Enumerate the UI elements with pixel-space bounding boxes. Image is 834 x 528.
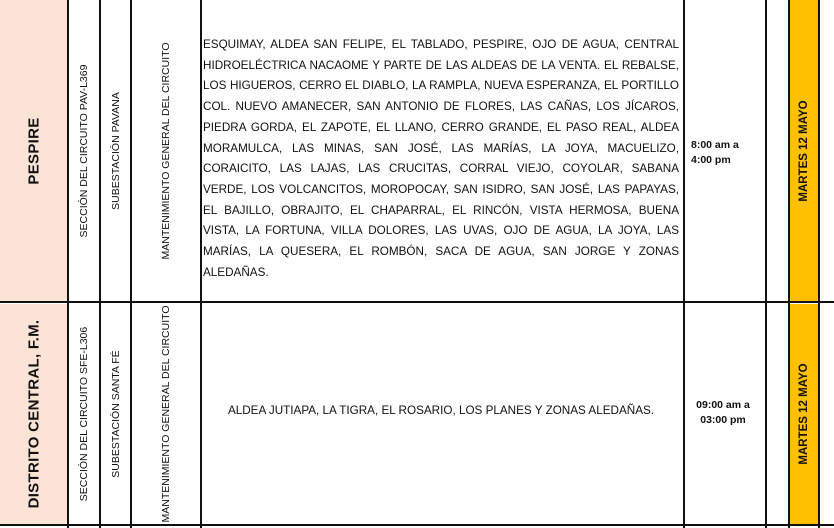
row2-municipality: DISTRITO CENTRAL, F.M. <box>25 319 42 509</box>
column-divider <box>67 0 69 528</box>
row1-date-cell <box>790 0 818 302</box>
row1-circuit-cell <box>69 0 99 302</box>
column-divider <box>765 0 767 528</box>
row2-work-cell <box>132 304 200 524</box>
row2-time <box>692 398 754 428</box>
row1-date: MARTES 12 MAYO <box>798 100 810 202</box>
row1-substation: SUBESTACIÓN PAVANA <box>109 92 122 210</box>
column-divider <box>788 0 790 528</box>
row2-time-start: 09:00 am a <box>696 399 750 411</box>
row2-date: MARTES 12 MAYO <box>798 363 810 465</box>
row1-areas: ESQUIMAY, ALDEA SAN FELIPE, EL TABLADO, PESPIRE, OJO DE AGUA, CENTRAL HIDROELÉCTRICA NACAOME Y PARTE DE LAS ALDEAS DE LA VENTA. EL REBALSE, LOS HIGUEROS, CERRO EL DIABLO, LA RAMPLA, NUEVA ESPERANZA, EL PORTILLO COL. NUEVO AMANECER, SAN ANTONIO DE FLORES, LAS CAÑAS, LOS JÍCAROS, PIEDRA GORDA, EL ZAPOTE, EL LLANO, CERRO GRANDE, EL PASO REAL, ALDEA MORAMULCA, LAS MINAS, SAN JOSÉ, LAS MARÍAS, LA JOYA, MACUELIZO, CORAICITO, LAS LAJAS, LAS CRUCITAS, CORRAL VIEJO, COYOLAR, SABANA VERDE, LOS VOLCANCITOS, MOROPOCAY, SAN ISIDRO, SAN JOSÉ, LAS PAPAYAS, EL BAJILLO, OBRAJITO, EL CHAPARRAL, EL RINCÓN, VISTA HERMOSA, BUENA VISTA, LA FORTUNA, VILLA DOLORES, LAS UVAS, OJO DE AGUA, LA JOYA, LAS MARÍAS, LA QUESERA, EL ROMBÓN, SACA DE AGUA, SAN JORGE Y ZONAS ALEDAÑAS. <box>203 38 679 279</box>
row2-circuit: SECCIÓN DEL CIRCUITO SFE-L306 <box>78 326 90 502</box>
row2-substation: SUBESTACIÓN SANTA FÉ <box>109 350 122 478</box>
row2-substation-cell <box>101 304 130 524</box>
row2-work: MANTENIMIENTO GENERAL DEL CIRCUITO <box>160 305 172 523</box>
column-divider <box>683 0 685 528</box>
row1-substation-cell <box>101 0 130 302</box>
row1-municipality: PESPIRE <box>25 117 42 185</box>
column-divider <box>200 0 202 528</box>
row2-areas: ALDEA JUTIAPA, LA TIGRA, EL ROSARIO, LOS PLANES Y ZONAS ALEDAÑAS. <box>227 404 655 417</box>
row1-time-end: 4:00 pm <box>691 154 731 166</box>
row2-time-end: 03:00 pm <box>700 414 746 426</box>
row-divider <box>0 301 834 303</box>
row-divider-bottom <box>0 524 834 526</box>
column-divider <box>99 0 101 528</box>
row1-municipality-cell <box>0 0 67 302</box>
row1-time <box>691 138 739 168</box>
row1-circuit: SECCIÓN DEL CIRCUITO PAV-L369 <box>78 64 90 238</box>
row1-work: MANTENIMIENTO GENERAL DEL CIRCUITO <box>160 42 172 260</box>
column-divider <box>130 0 132 528</box>
row2-municipality-cell <box>0 304 67 524</box>
column-divider <box>818 0 820 528</box>
row2-date-cell <box>790 304 818 524</box>
row1-work-cell <box>132 0 200 302</box>
row1-time-start: 8:00 am a <box>691 139 739 151</box>
row2-circuit-cell <box>69 304 99 524</box>
